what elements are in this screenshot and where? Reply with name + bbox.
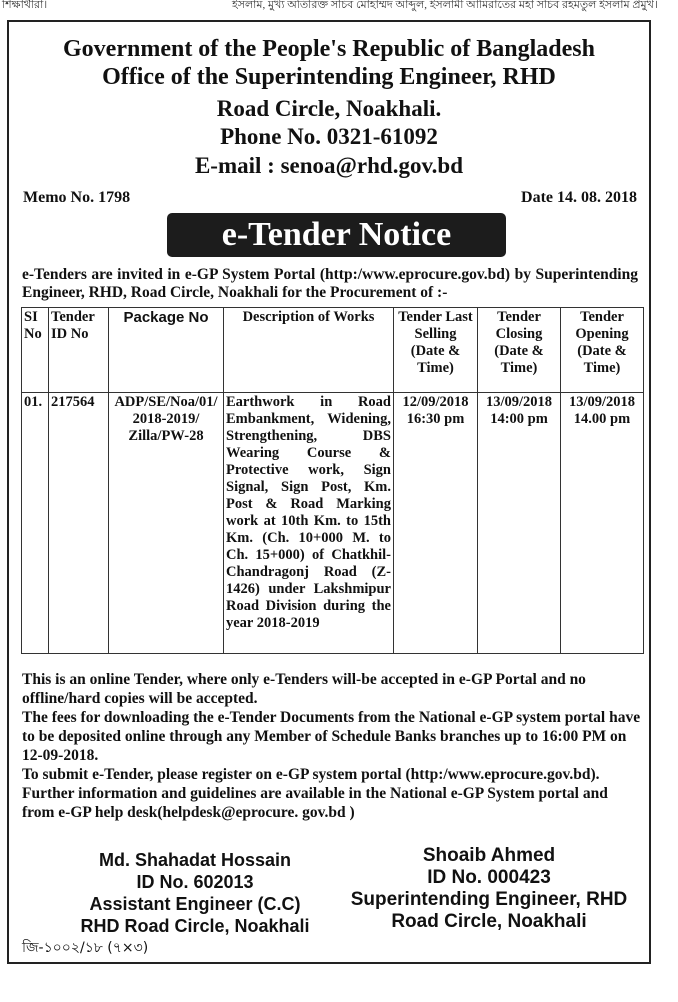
col-header-package: Package No <box>109 308 224 393</box>
table-row <box>22 393 644 654</box>
signature-block-left <box>45 849 345 937</box>
cell-last-selling <box>394 393 478 654</box>
signatory-id: ID No. 602013 <box>136 872 254 892</box>
col-header-opening: Tender Opening (Date & Time) <box>561 308 644 393</box>
e-tender-banner: e-Tender Notice <box>167 213 506 257</box>
signatory-office: RHD Road Circle, Noakhali <box>80 916 310 936</box>
header-circle: Road Circle, Noakhali. <box>216 96 442 121</box>
signatory-name: Md. Shahadat Hossain <box>98 850 292 870</box>
cell-sl: 01. <box>22 393 49 654</box>
closing-date: 13/09/2018 <box>485 394 553 410</box>
last-selling-date: 12/09/2018 <box>402 394 469 410</box>
body-further-info: Further information and guidelines are available in the National e-GP System portal and from e-GP help desk(helpdesk@eprocure. gov.bd ) <box>22 785 608 821</box>
cell-package: ADP/SE/Noa/01/ 2018-2019/ Zilla/PW-28 <box>109 393 224 654</box>
body-register: To submit e-Tender, please register on e-GP system portal (http:/www.eprocure.gov.bd). <box>22 766 600 783</box>
tender-table <box>21 307 644 654</box>
col-header-last-selling: Tender Last Selling (Date & Time) <box>394 308 478 393</box>
top-strip-left-text: শিক্ষার্থীরা। <box>2 0 48 11</box>
signatory-title: Superintending Engineer, RHD <box>350 889 628 910</box>
opening-time: 14.00 pm <box>573 411 631 427</box>
closing-time: 14:00 pm <box>490 411 548 427</box>
signatory-name: Shoaib Ahmed <box>422 845 556 866</box>
header-office: Office of the Superintending Engineer, RHD <box>102 64 556 90</box>
notice-date: Date 14. 08. 2018 <box>521 189 637 206</box>
signatory-office: Road Circle, Noakhali <box>391 911 587 932</box>
top-strip-right-text: ইসলাম, মুখ্য অতিরিক্ত সচিব মোহাম্মদ আব্দুল, ইসলামী আমিরাতের মহা সচিব রহমতুল ইসলাম প্রমুখ। <box>232 0 658 11</box>
intro-paragraph: e-Tenders are invited in e-GP System Portal (http:/www.eprocure.gov.bd) by Superintending Engineer, RHD, Road Circle, Noakhali for the Procurement of :- <box>22 266 638 301</box>
opening-date: 13/09/2018 <box>568 394 636 410</box>
col-header-closing: Tender Closing (Date & Time) <box>478 308 561 393</box>
col-header-description: Description of Works <box>224 308 394 393</box>
cell-closing <box>478 393 561 654</box>
signatory-title: Assistant Engineer (C.C) <box>89 894 301 914</box>
signatory-id: ID No. 000423 <box>427 867 551 888</box>
body-online-tender: This is an online Tender, where only e-Tenders will-be accepted in e-GP Portal and no offline/hard copies will be accepted. <box>22 671 586 707</box>
publication-code: জি-১০০২/১৮ (৭×৩) <box>22 940 149 956</box>
cell-opening <box>561 393 644 654</box>
last-selling-time: 16:30 pm <box>406 411 465 427</box>
memo-number: Memo No. 1798 <box>23 189 131 206</box>
header-email: E-mail : senoa@rhd.gov.bd <box>194 153 464 178</box>
notice-frame <box>7 20 651 964</box>
body-fees: The fees for downloading the e-Tender Documents from the National e-GP system portal have to be deposited online through any Member of Schedule Banks branches up to 16:00 PM on 12-09-2018. <box>22 709 641 764</box>
col-header-sl: SI No <box>22 308 49 393</box>
signature-block-right <box>331 845 647 933</box>
cell-description: Earthwork in Road Embankment, Widening, Strengthening, DBS Wearing Course & Protective work, Sign Signal, Sign Post, Km. Post & Road Marking work at 10th Km. to 15th Km. (Ch. 10+000 M. to Ch. 15+000) of Chatkhil-Chandragonj Road (Z-1426) under Lakshmipur Road Division during the year 2018-2019 <box>224 393 394 654</box>
header-government: Government of the People's Republic of Bangladesh <box>63 36 595 62</box>
col-header-tender-id: Tender ID No <box>49 308 109 393</box>
cell-tender-id: 217564 <box>49 393 109 654</box>
table-header-row <box>22 308 644 393</box>
notice-body <box>22 670 642 822</box>
newspaper-top-strip <box>0 0 678 14</box>
header-phone: Phone No. 0321-61092 <box>220 124 438 149</box>
